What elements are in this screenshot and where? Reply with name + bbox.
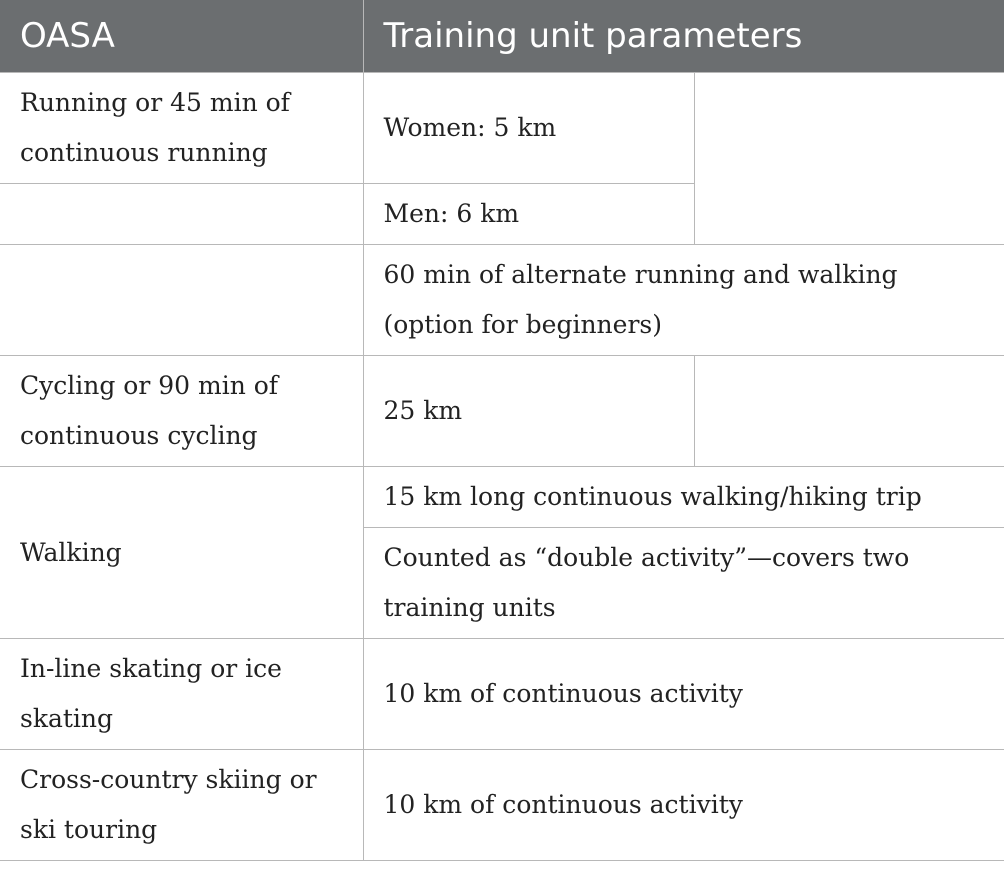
parameter-cell: 60 min of alternate running and walking (option for beginners) bbox=[363, 245, 1004, 356]
activity-cell: In-line skating or ice skating bbox=[0, 639, 363, 750]
activity-cell: Cycling or 90 min of continuous cycling bbox=[0, 356, 363, 467]
parameter-cell: 15 km long continuous walking/hiking trip bbox=[363, 467, 1004, 528]
parameter-cell: 25 km bbox=[363, 356, 694, 467]
parameter-cell: 10 km of continuous activity bbox=[363, 639, 1004, 750]
parameter-cell: Men: 6 km bbox=[363, 184, 694, 245]
empty-cell bbox=[694, 356, 1004, 467]
empty-cell bbox=[694, 73, 1004, 245]
activity-cell bbox=[0, 184, 363, 245]
header-training-unit-parameters: Training unit parameters bbox=[363, 0, 1004, 73]
parameter-cell: Women: 5 km bbox=[363, 73, 694, 184]
header-row bbox=[0, 0, 1004, 73]
table-row bbox=[0, 467, 1004, 528]
table-row bbox=[0, 245, 1004, 356]
activity-cell: Walking bbox=[0, 467, 363, 639]
header-oasa: OASA bbox=[0, 0, 363, 73]
table-row bbox=[0, 639, 1004, 750]
table-row bbox=[0, 750, 1004, 861]
parameter-cell: 10 km of continuous activity bbox=[363, 750, 1004, 861]
activity-cell: Cross-country skiing or ski touring bbox=[0, 750, 363, 861]
table-row bbox=[0, 356, 1004, 467]
parameter-cell: Counted as “double activity”—covers two training units bbox=[363, 528, 1004, 639]
table-row bbox=[0, 73, 1004, 184]
activity-cell: Running or 45 min of continuous running bbox=[0, 73, 363, 184]
activity-cell bbox=[0, 245, 363, 356]
